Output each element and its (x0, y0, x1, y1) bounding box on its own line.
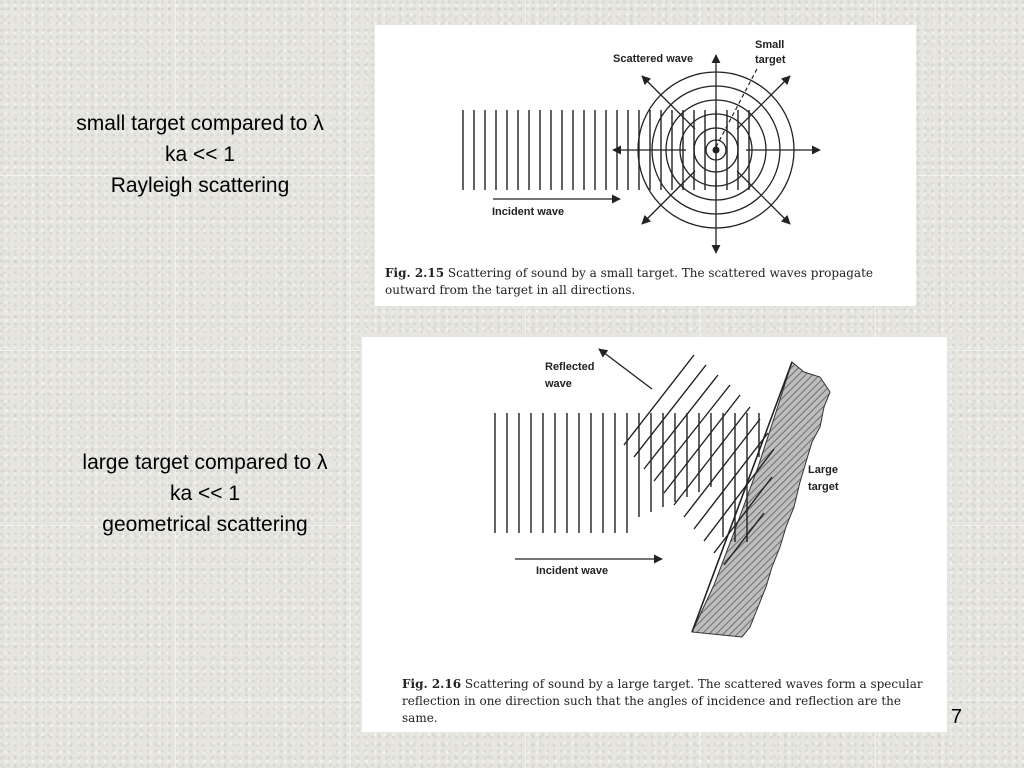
ka-condition-line: ka << 1 (169, 482, 241, 505)
figure-caption-text: same. (402, 711, 438, 725)
small-target-line: small target compared to λ (76, 112, 324, 135)
scattered-wave-label: Scattered wave (613, 53, 694, 65)
figure-large-target-scattering (362, 337, 947, 732)
large-label: Large (808, 464, 838, 476)
target-pointer-line (716, 67, 758, 147)
target-label: target (808, 481, 839, 493)
figure-caption (402, 676, 937, 727)
figure-number: Fig. 2.16 (402, 677, 462, 691)
rayleigh-scattering-line: Rayleigh scattering (110, 174, 290, 197)
page-number: 7 (950, 706, 962, 728)
geometrical-scattering-line: geometrical scattering (102, 513, 308, 536)
incident-wavefronts (495, 413, 759, 542)
figure-caption-text: Scattering of sound by a small target. The scattered waves propagate (447, 266, 873, 280)
large-target-diagram (362, 337, 947, 732)
target-label: target (755, 54, 786, 66)
small-label: Small (755, 39, 785, 51)
figure-caption-text: Scattering of sound by a large target. The scattered waves form a specular (464, 677, 923, 691)
large-target-line: large target compared to λ (82, 451, 328, 474)
figure-caption (385, 265, 910, 299)
incident-wave-label: Incident wave (492, 206, 565, 218)
wave-label: wave (545, 378, 572, 390)
reflected-label: Reflected (545, 361, 595, 373)
small-target-dot (713, 147, 720, 154)
reflected-arrow (599, 349, 652, 389)
large-target-description (45, 447, 365, 540)
small-target-description (40, 108, 360, 201)
incident-wave-label: Incident wave (536, 565, 609, 577)
large-target-surface (692, 362, 830, 637)
small-target-diagram (375, 25, 916, 306)
figure-small-target-scattering (375, 25, 916, 306)
figure-caption-text: reflection in one direction such that the angles of incidence and reflection are the (402, 694, 901, 708)
figure-number: Fig. 2.15 (385, 266, 445, 280)
figure-caption-text: outward from the target in all directions. (385, 283, 636, 297)
ka-condition-line: ka << 1 (164, 143, 236, 166)
